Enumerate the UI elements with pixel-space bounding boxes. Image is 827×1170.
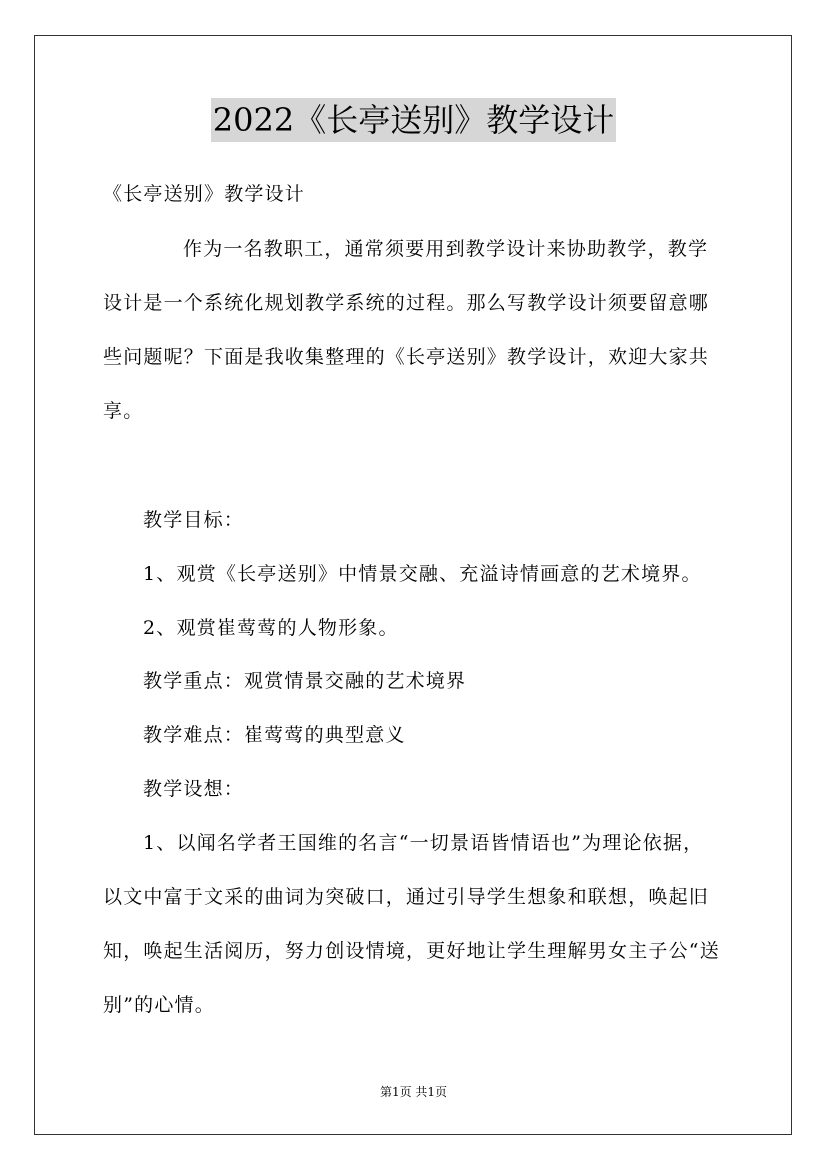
difficulty: 教学难点：崔莺莺的典型意义 xyxy=(143,724,406,746)
goal-item: 2、观赏崔莺莺的人物形象。 xyxy=(143,617,399,639)
intro-line: 作为一名教职工，通常须要用到教学设计来协助教学，教学 xyxy=(183,238,709,260)
plan-line: 1、以闻名学者王国维的名言“一切景语皆情语也”为理论依据， xyxy=(143,832,704,854)
plan-line: 知，唤起生活阅历，努力创设情境，更好地让学生理解男女主子公“送 xyxy=(103,940,720,962)
intro-line: 些问题呢？下面是我收集整理的《长亭送别》教学设计，欢迎大家共 xyxy=(103,346,710,368)
document-title: 2022《长亭送别》教学设计 xyxy=(211,98,616,142)
intro-line: 设计是一个系统化规划教学系统的过程。那么写教学设计须要留意哪 xyxy=(103,292,710,314)
title-container xyxy=(0,98,827,142)
goals-heading: 教学目标： xyxy=(143,509,245,531)
plan-line: 别”的心情。 xyxy=(103,994,215,1016)
plan-line: 以文中富于文采的曲词为突破口，通过引导学生想象和联想，唤起旧 xyxy=(103,886,710,908)
subtitle: 《长亭送别》教学设计 xyxy=(103,183,306,205)
intro-line: 享。 xyxy=(103,400,144,422)
page-footer: 第1页 共1页 xyxy=(379,1085,448,1099)
plan-heading: 教学设想： xyxy=(143,778,245,800)
goal-item: 1、观赏《长亭送别》中情景交融、充溢诗情画意的艺术境界。 xyxy=(143,563,702,585)
key-point: 教学重点：观赏情景交融的艺术境界 xyxy=(143,670,467,692)
